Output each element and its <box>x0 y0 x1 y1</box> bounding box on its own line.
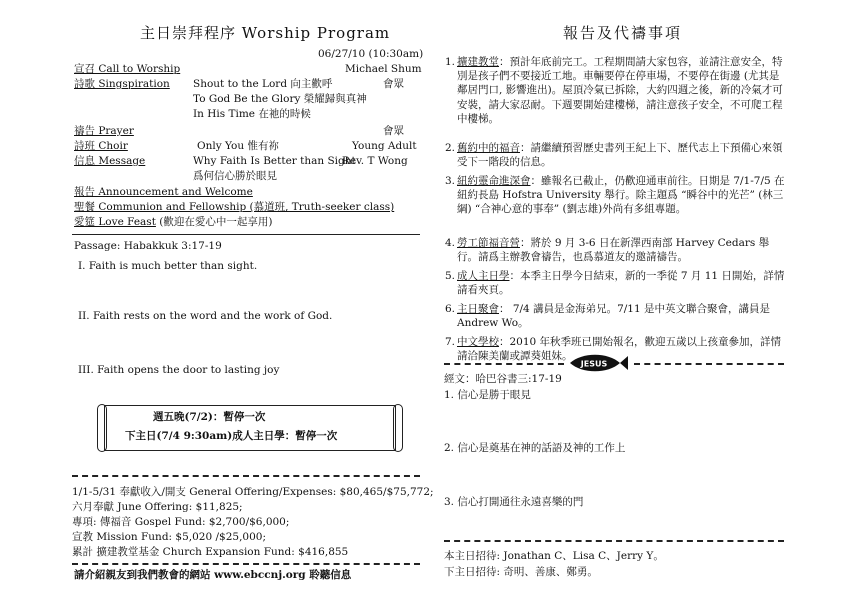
service-date-time: 06/27/10 (10:30am) <box>318 48 424 60</box>
item-number: 1. <box>445 56 456 68</box>
program-announcement: 報告 Announcement and Welcome <box>74 186 253 198</box>
item-number: 6. <box>445 303 456 315</box>
item-number: 3. <box>445 175 456 187</box>
program-prayer: 禱告 Prayer <box>74 125 134 137</box>
program-prayer-person: 會眾 <box>383 125 404 137</box>
program-divider <box>72 234 420 235</box>
item-label: 成人主日學 <box>457 270 510 282</box>
ushers-divider <box>444 540 784 542</box>
message-title-zh: 爲何信心勝於眼見 <box>193 170 277 182</box>
ushers-this-sunday: 本主日招待: Jonathan C、Lisa C、Jerry Y。 <box>444 550 664 562</box>
program-love-feast <box>74 216 272 230</box>
love-feast-note: (歡迎在愛心中一起享用) <box>159 216 273 228</box>
finance-divider <box>72 475 420 477</box>
item-label: 中文學校 <box>457 336 499 348</box>
notice-line-2: 下主日(7/4 9:30am)成人主日學：暫停一次 <box>125 430 338 442</box>
finance-line-5: 累計 擴建教堂基金 Church Expansion Fund: $416,855 <box>72 546 349 558</box>
announcement-item <box>445 55 789 139</box>
message-title-en: Why Faith Is Better than Sight <box>193 155 356 167</box>
fish-divider-right <box>634 363 784 365</box>
item-number: 2. <box>445 142 456 154</box>
announcement-item <box>445 174 789 234</box>
love-feast-label: 愛筵 Love Feast <box>74 216 156 228</box>
fish-text: JESUS <box>580 359 608 369</box>
program-singspiration: 詩歌 Singspiration <box>74 78 170 90</box>
program-singspiration-person: 會眾 <box>383 78 404 90</box>
announcements-title: 報告及代禱事項 <box>563 24 683 42</box>
item-label: 勞工節福音營 <box>457 237 520 249</box>
item-text: ：預計年底前完工。工程期間請大家包容，並請注意安全，特別是孩子們不要接近工地。車輛要停在停車場，不要停在街邊 (尤其是鄰居門口, 影響進出)。屋頂冷氣已拆除，大約四週之後，新的冷氣才可安裝，請大家忍耐。下週要開始建樓梯，請注意孩子安全，不可爬工程中樓梯。 <box>457 56 783 125</box>
finance-line-4: 宣教 Mission Fund: $5,020 /$25,000; <box>72 531 266 543</box>
program-choir-content: Only You 惟有祢 <box>197 140 279 152</box>
footer-divider <box>72 563 420 565</box>
passage-en: Passage: Habakkuk 3:17-19 <box>74 240 222 252</box>
fish-divider-left <box>444 363 564 365</box>
finance-line-1: 1/1-5/31 奉獻收入/開支 General Offering/Expenses: $80,465/$75,772; <box>72 486 434 498</box>
website-footer: 請介紹親友到我們教會的網站 www.ebccnj.org 聆聽信息 <box>74 569 352 581</box>
finance-line-3: 專項: 傳福音 Gospel Fund: $2,700/$6,000; <box>72 516 290 528</box>
program-choir-person: Young Adult <box>352 140 417 152</box>
item-text: ：2010 年秋季班已開始報名，歡迎五歲以上孩童參加，詳情請洽陳美蘭或譚葵姐妹。 <box>457 336 782 363</box>
item-text: ：將於 9 月 3-6 日在新澤西南部 Harvey Cedars 舉行。請爲主辦教會禱告，也爲慕道友的邀請禱告。 <box>457 237 770 264</box>
announcement-list <box>445 55 789 368</box>
announcement-item <box>445 141 789 172</box>
program-communion: 聖餐 Communion and Fellowship (慕道班, Truth-seeker class) <box>74 201 395 213</box>
item-number: 4. <box>445 237 456 249</box>
item-text: ：本季主日學今日結束，新的一季從 7 月 11 日開始，詳情請看夾頁。 <box>457 270 785 297</box>
announcement-item <box>445 302 789 333</box>
program-message-person: Rev. T Wong <box>342 155 408 167</box>
sermon-point-1: I. Faith is much better than sight. <box>78 260 258 272</box>
announcement-item <box>445 269 789 300</box>
item-number: 5. <box>445 270 456 282</box>
sermon-point-zh-2: 2. 信心是奠基在神的話語及神的工作上 <box>444 442 626 454</box>
sermon-point-zh-1: 1. 信心是勝于眼見 <box>444 389 531 401</box>
sermon-point-3: III. Faith opens the door to lasting joy <box>78 364 280 376</box>
song-1: Shout to the Lord 向主歡呼 <box>193 78 333 90</box>
finance-line-2: 六月奉獻 June Offering: $11,825; <box>72 501 243 513</box>
worship-program-title: 主日崇拜程序 Worship Program <box>140 24 391 42</box>
item-label: 主日聚會 <box>457 303 499 315</box>
passage-zh: 經文：哈巴谷書三:17-19 <box>444 373 562 385</box>
program-call-to-worship-person: Michael Shum <box>345 63 422 75</box>
program-call-to-worship: 宣召 Call to Worship <box>74 63 181 75</box>
sermon-point-zh-3: 3. 信心打開通往永遠喜樂的門 <box>444 496 584 508</box>
item-label: 舊約中的福音 <box>457 142 520 154</box>
item-label: 擴建教堂 <box>457 56 499 68</box>
jesus-fish-icon <box>568 354 630 372</box>
item-text: ：雖報名已截止，仍歡迎通車前往。日期是 7/1-7/5 在紐約長島 Hofstra University 舉行。除主題爲 “瞬谷中的光芒” (林三綱) “合神心意的事奉” (劉志雄)外尚有多組專題。 <box>457 175 785 216</box>
notice-scroll-banner <box>104 405 396 451</box>
announcement-item <box>445 236 789 267</box>
ushers-next-sunday: 下主日招待: 奇明、善康、鄭勇。 <box>444 566 598 578</box>
item-label: 紐約靈命進深會 <box>457 175 531 187</box>
program-message: 信息 Message <box>74 155 146 167</box>
item-number: 7. <box>445 336 456 348</box>
program-choir: 詩班 Choir <box>74 140 128 152</box>
song-2: To God Be the Glory 榮耀歸與真神 <box>193 93 367 105</box>
item-text: ： 7/4 講員是金海弟兄。7/11 是中英文聯合聚會，講員是 Andrew Wo。 <box>457 303 770 330</box>
item-text: ：請繼續預習歷史書列王紀上下、歷代志上下預備心來領受下一階段的信息。 <box>457 142 783 169</box>
song-3: In His Time 在祂的時候 <box>193 108 311 120</box>
notice-line-1: 週五晚(7/2)：暫停一次 <box>153 411 266 423</box>
sermon-point-2: II. Faith rests on the word and the work of God. <box>78 310 333 322</box>
